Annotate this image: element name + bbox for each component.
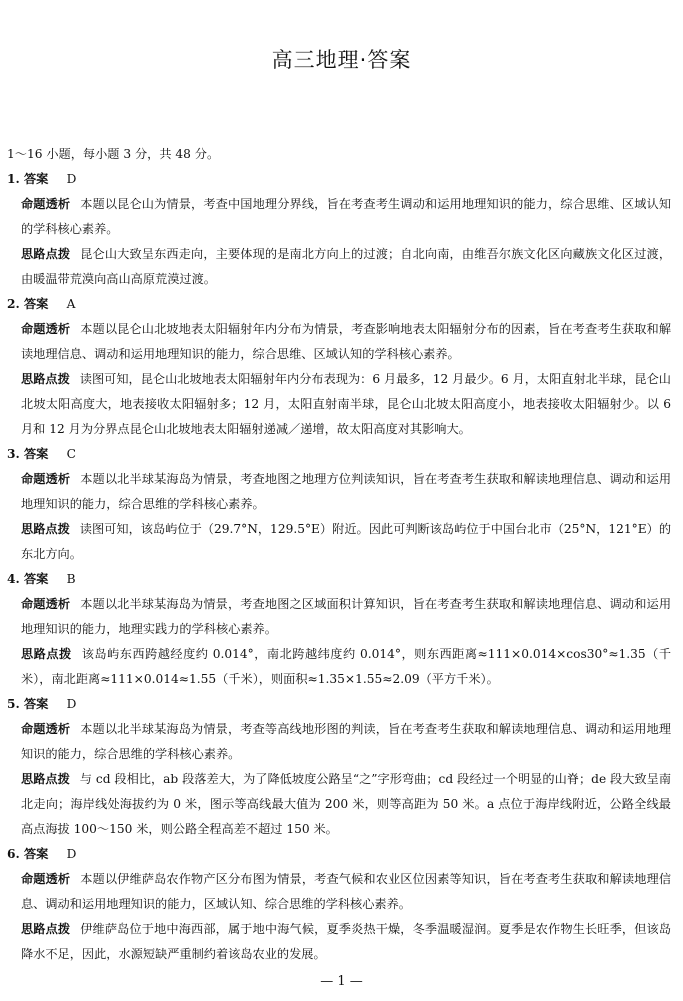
- answer-label: 答案: [23, 297, 49, 311]
- silu-label: 思路点拨: [21, 647, 72, 661]
- answer-content: [7, 142, 671, 967]
- mingti-paragraph: [7, 467, 671, 517]
- mingti-paragraph: [7, 592, 671, 642]
- answer-line: [7, 167, 671, 192]
- mingti-text: 本题以昆仑山北坡地表太阳辐射年内分布为情景，考查影响地表太阳辐射分布的因素，旨在考查考生获取和解读地理信息、调动和运用地理知识的能力，综合思维、区域认知的学科核心素养。: [21, 322, 672, 361]
- mingti-label: 命题透析: [21, 722, 71, 736]
- mingti-paragraph: [7, 867, 671, 917]
- silu-text: 读图可知，昆仑山北坡地表太阳辐射年内分布表现为：6 月最多，12 月最少。6 月，太阳直射北半球，昆仑山北坡太阳高度大，地表接收太阳辐射多；12 月，太阳直射南半球，昆仑山北坡太阳高度小，地表接收太阳辐射少。以 6 月和 12 月为分界点昆仑山北坡地表太阳辐射递减／递增，故太阳高度对其影响大。: [21, 372, 671, 436]
- silu-label: 思路点拨: [21, 247, 71, 261]
- mingti-label: 命题透析: [21, 472, 71, 486]
- answer-value: B: [66, 572, 76, 586]
- answer-value: A: [66, 297, 76, 311]
- question-2: [7, 292, 671, 442]
- mingti-text: 本题以昆仑山为情景，考查中国地理分界线，旨在考查考生调动和运用地理知识的能力，综合思维、区域认知的学科核心素养。: [21, 197, 672, 236]
- mingti-paragraph: [7, 192, 671, 242]
- mingti-label: 命题透析: [21, 197, 71, 211]
- page-number: — 1 —: [320, 974, 363, 989]
- answer-value: C: [66, 447, 76, 461]
- mingti-label: 命题透析: [21, 597, 71, 611]
- silu-paragraph: [7, 917, 671, 967]
- silu-label: 思路点拨: [21, 522, 70, 536]
- answer-label: 答案: [23, 572, 49, 586]
- question-1: [7, 167, 671, 292]
- answer-label: 答案: [23, 847, 49, 861]
- answer-label: 答案: [23, 447, 49, 461]
- question-5: [7, 692, 671, 842]
- question-number: 1.: [7, 172, 20, 186]
- mingti-text: 本题以北半球某海岛为情景，考查等高线地形图的判读，旨在考查考生获取和解读地理信息、调动和运用地理知识的能力，综合思维的学科核心素养。: [21, 722, 672, 761]
- answer-line: [7, 292, 671, 317]
- mingti-label: 命题透析: [21, 322, 71, 336]
- answer-value: D: [66, 172, 77, 186]
- answer-label: 答案: [23, 697, 49, 711]
- mingti-paragraph: [7, 317, 671, 367]
- mingti-text: 本题以北半球某海岛为情景，考查地图之区域面积计算知识，旨在考查考生获取和解读地理信息、调动和运用地理知识的能力，地理实践力的学科核心素养。: [21, 597, 672, 636]
- mingti-text: 本题以伊维萨岛农作物产区分布图为情景，考查气候和农业区位因素等知识，旨在考查考生获取和解读地理信息、调动和运用地理知识的能力，区域认知、综合思维的学科核心素养。: [21, 872, 672, 911]
- answer-label: 答案: [23, 172, 49, 186]
- answer-line: [7, 442, 671, 467]
- intro-line: 1～16 小题，每小题 3 分，共 48 分。: [7, 147, 220, 161]
- silu-label: 思路点拨: [21, 772, 70, 786]
- question-6: [7, 842, 671, 967]
- page-title: 高三地理·答案: [271, 48, 412, 72]
- answer-line: [7, 567, 671, 592]
- silu-text: 与 cd 段相比，ab 段落差大，为了降低坡度公路呈“之”字形弯曲；cd 段经过一个明显的山脊；de 段大致呈南北走向；海岸线处海拔约为 0 米，图示等高线最大值为 200 米，则等高距为 50 米。a 点位于海岸线附近，公路全线最高点海拔 100～150 米，则公路全程高差不超过 150 米。: [21, 772, 672, 836]
- question-4: [7, 567, 671, 692]
- silu-paragraph: [7, 767, 671, 842]
- silu-text: 读图可知，该岛屿位于（29.7°N，129.5°E）附近。因此可判断该岛屿位于中国台北市（25°N，121°E）的东北方向。: [21, 522, 672, 561]
- mingti-paragraph: [7, 717, 671, 767]
- question-number: 4.: [7, 572, 20, 586]
- question-3: [7, 442, 671, 567]
- mingti-label: 命题透析: [21, 872, 71, 886]
- answer-value: D: [66, 697, 77, 711]
- silu-paragraph: [7, 642, 671, 692]
- question-number: 3.: [7, 447, 20, 461]
- silu-paragraph: [7, 517, 671, 567]
- answer-value: D: [66, 847, 77, 861]
- silu-label: 思路点拨: [21, 922, 71, 936]
- answer-line: [7, 842, 671, 867]
- mingti-text: 本题以北半球某海岛为情景，考查地图之地理方位判读知识，旨在考查考生获取和解读地理信息、调动和运用地理知识的能力，综合思维的学科核心素养。: [21, 472, 672, 511]
- question-number: 6.: [7, 847, 20, 861]
- question-number: 5.: [7, 697, 20, 711]
- silu-text: 该岛屿东西跨越经度约 0.014°，南北跨越纬度约 0.014°，则东西距离≈111×0.014×cos30°≈1.35（千米），南北距离≈111×0.014≈1.55（千米），则面积≈1.35×1.55≈2.09（平方千米）。: [21, 647, 672, 686]
- silu-text: 伊维萨岛位于地中海西部，属于地中海气候，夏季炎热干燥，冬季温暖湿润。夏季是农作物生长旺季，但该岛降水不足，因此，水源短缺严重制约着该岛农业的发展。: [21, 922, 672, 961]
- silu-label: 思路点拨: [21, 372, 70, 386]
- silu-paragraph: [7, 367, 671, 442]
- answer-line: [7, 692, 671, 717]
- question-number: 2.: [7, 297, 20, 311]
- silu-paragraph: [7, 242, 671, 292]
- silu-text: 昆仑山大致呈东西走向，主要体现的是南北方向上的过渡；自北向南，由维吾尔族文化区向藏族文化区过渡，由暖温带荒漠向高山高原荒漠过渡。: [21, 247, 672, 286]
